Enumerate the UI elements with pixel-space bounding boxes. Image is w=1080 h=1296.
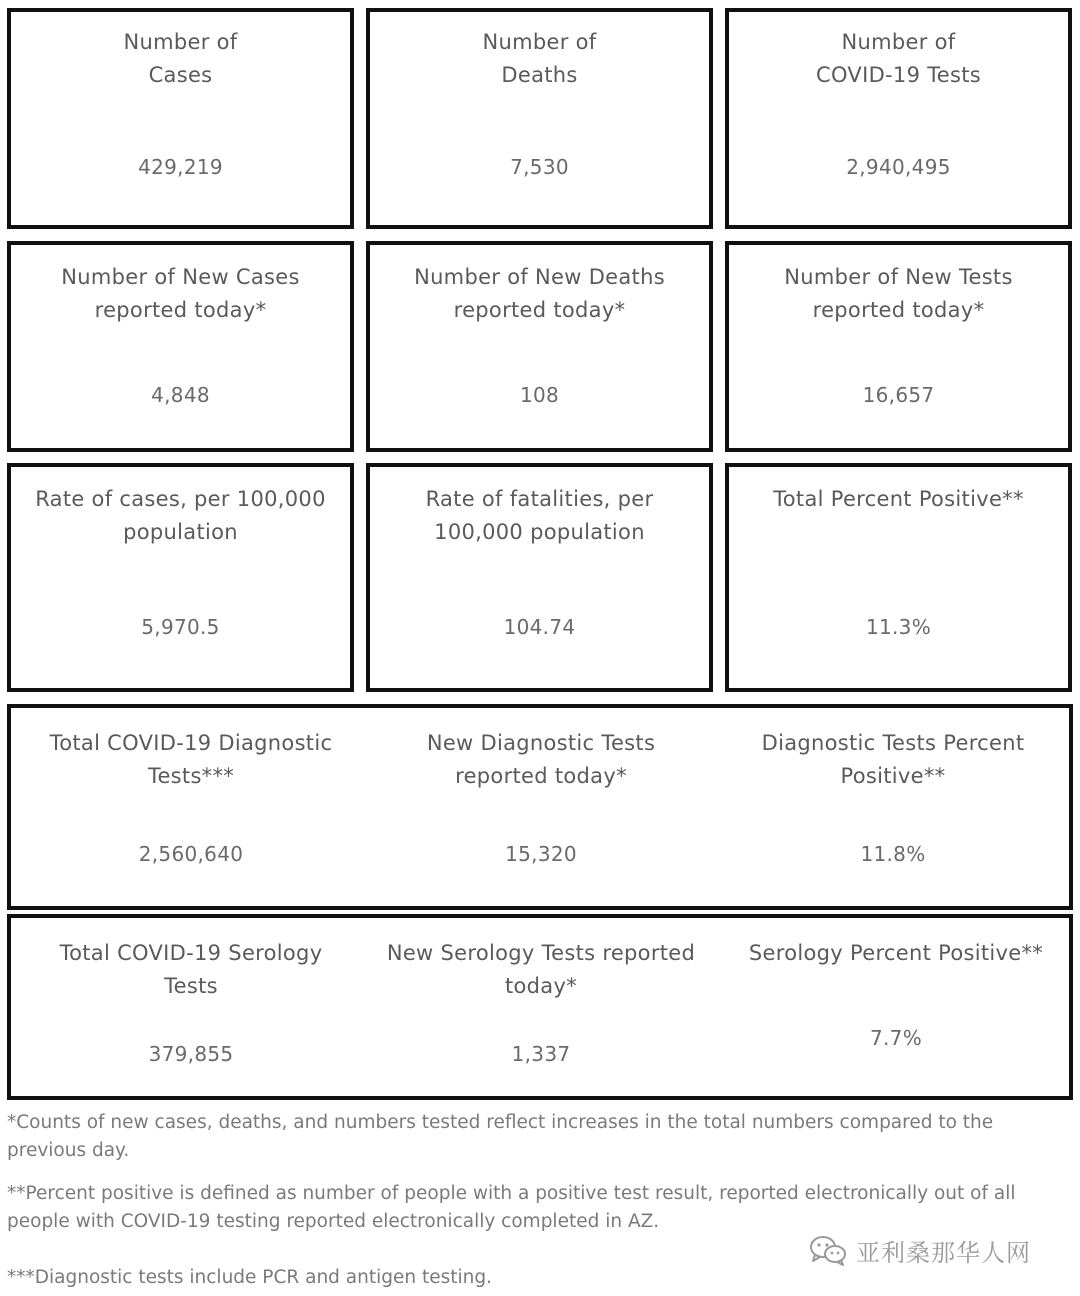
serology-total-cell bbox=[21, 918, 361, 1096]
serology-new-value: 1,337 bbox=[511, 1042, 571, 1066]
diagnostic-total-label: Total COVID-19 Diagnostic Tests*** bbox=[49, 731, 333, 788]
new-deaths-card bbox=[366, 241, 713, 452]
case-rate-card bbox=[7, 463, 354, 692]
fatality-rate-value: 104.74 bbox=[503, 615, 576, 639]
serology-percent-label: Serology Percent Positive** bbox=[748, 941, 1044, 965]
diagnostic-percent-value: 11.8% bbox=[860, 842, 926, 866]
watermark-text: 亚利桑那华人网 bbox=[856, 1238, 1031, 1267]
serology-total-value: 379,855 bbox=[148, 1042, 234, 1066]
new-deaths-label: Number of New Deaths reported today* bbox=[414, 265, 665, 322]
deaths-value: 7,530 bbox=[510, 155, 569, 179]
cases-card bbox=[7, 8, 354, 229]
percent-positive-label: Total Percent Positive** bbox=[773, 487, 1024, 511]
tests-card bbox=[725, 8, 1072, 229]
new-deaths-value: 108 bbox=[519, 383, 560, 407]
tests-label: Number of COVID-19 Tests bbox=[815, 30, 982, 87]
serology-total-label: Total COVID-19 Serology Tests bbox=[59, 941, 323, 998]
percent-positive-value: 11.3% bbox=[865, 615, 932, 639]
serology-tests-panel bbox=[7, 914, 1073, 1100]
case-rate-label: Rate of cases, per 100,000 population bbox=[35, 487, 326, 544]
tests-value: 2,940,495 bbox=[846, 155, 951, 179]
serology-percent-cell bbox=[723, 918, 1069, 1096]
serology-percent-value: 7.7% bbox=[869, 1026, 922, 1050]
cases-label: Number of Cases bbox=[123, 30, 238, 87]
new-tests-value: 16,657 bbox=[862, 383, 935, 407]
new-cases-card bbox=[7, 241, 354, 452]
diagnostic-total-cell bbox=[21, 708, 361, 906]
deaths-label: Number of Deaths bbox=[482, 30, 597, 87]
fatality-rate-card bbox=[366, 463, 713, 692]
diagnostic-percent-cell bbox=[723, 708, 1063, 906]
new-cases-label: Number of New Cases reported today* bbox=[61, 265, 300, 322]
footnote-new-counts: *Counts of new cases, deaths, and numbers tested reflect increases in the total numbers compared to the previous day. bbox=[7, 1112, 994, 1161]
fatality-rate-label: Rate of fatalities, per 100,000 population bbox=[425, 487, 654, 544]
new-tests-card bbox=[725, 241, 1072, 452]
wechat-icon bbox=[808, 1234, 848, 1266]
serology-new-cell bbox=[366, 918, 716, 1096]
diagnostic-total-value: 2,560,640 bbox=[138, 842, 244, 866]
diagnostic-new-label: New Diagnostic Tests reported today* bbox=[426, 731, 656, 788]
diagnostic-percent-label: Diagnostic Tests Percent Positive** bbox=[761, 731, 1025, 788]
watermark bbox=[808, 1230, 1058, 1270]
new-cases-value: 4,848 bbox=[151, 383, 210, 407]
diagnostic-new-value: 15,320 bbox=[505, 842, 577, 866]
diagnostic-tests-panel bbox=[7, 704, 1073, 910]
footnote-percent-positive: **Percent positive is defined as number of people with a positive test result, reported electronically out of all people with COVID-19 testing reported electronically completed in AZ. bbox=[7, 1183, 1016, 1232]
percent-positive-card bbox=[725, 463, 1072, 692]
cases-value: 429,219 bbox=[138, 155, 223, 179]
case-rate-value: 5,970.5 bbox=[141, 615, 220, 639]
new-tests-label: Number of New Tests reported today* bbox=[784, 265, 1013, 322]
footnote-diagnostic-tests: ***Diagnostic tests include PCR and antigen testing. bbox=[7, 1267, 492, 1288]
serology-new-label: New Serology Tests reported today* bbox=[386, 941, 696, 998]
diagnostic-new-cell bbox=[371, 708, 711, 906]
deaths-card bbox=[366, 8, 713, 229]
